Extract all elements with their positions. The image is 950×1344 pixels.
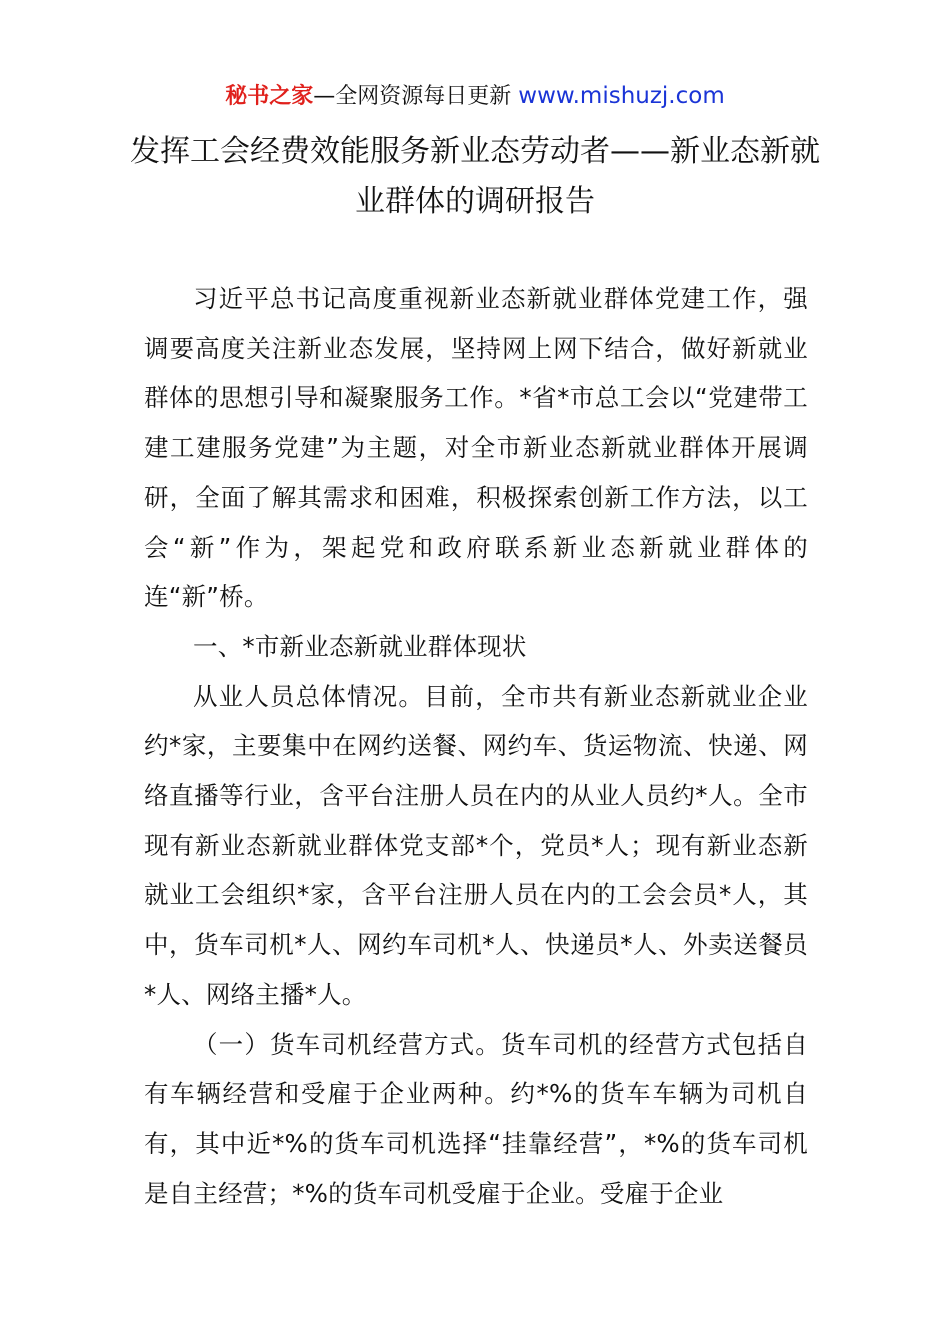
site-tagline: 全网资源每日更新 xyxy=(335,84,512,109)
header-dash: — xyxy=(313,84,336,109)
site-header xyxy=(0,80,950,113)
document-title: 发挥工会经费效能服务新业态劳动者——新业态新就业群体的调研报告 xyxy=(130,134,820,219)
section-heading: 一、*市新业态新就业群体现状 xyxy=(193,631,527,661)
paragraph-overview: 从业人员总体情况。目前，全市共有新业态新就业企业约*家，主要集中在网约送餐、网约车、货运物流、快递、网络直播等行业，含平台注册人员在内的从业人员约*人。全市现有新业态新就业群体党支部*个，党员*人；现有新业态新就业工会组织*家，含平台注册人员在内的工会会员*人，其中，货车司机*人、网约车司机*人、快递员*人、外卖送餐员*人、网络主播*人。 xyxy=(144,681,808,1009)
site-url-link[interactable]: www.mishuzj.com xyxy=(518,83,725,109)
site-brand: 秘书之家 xyxy=(225,84,314,109)
document-body xyxy=(144,274,808,1218)
paragraph-intro: 习近平总书记高度重视新业态新就业群体党建工作，强调要高度关注新业态发展，坚持网上网下结合，做好新就业群体的思想引导和凝聚服务工作。*省*市总工会以“党建带工建工建服务党建”为主题，对全市新业态新就业群体开展调研，全面了解其需求和困难，积极探索创新工作方法，以工会“新”作为，架起党和政府联系新业态新就业群体的连“新”桥。 xyxy=(144,284,808,612)
paragraph-truck-drivers: （一）货车司机经营方式。货车司机的经营方式包括自有车辆经营和受雇于企业两种。约*%的货车车辆为司机自有，其中近*%的货车司机选择“挂靠经营”，*%的货车司机是自主经营；*%的货车司机受雇于企业。受雇于企业 xyxy=(144,1029,808,1208)
